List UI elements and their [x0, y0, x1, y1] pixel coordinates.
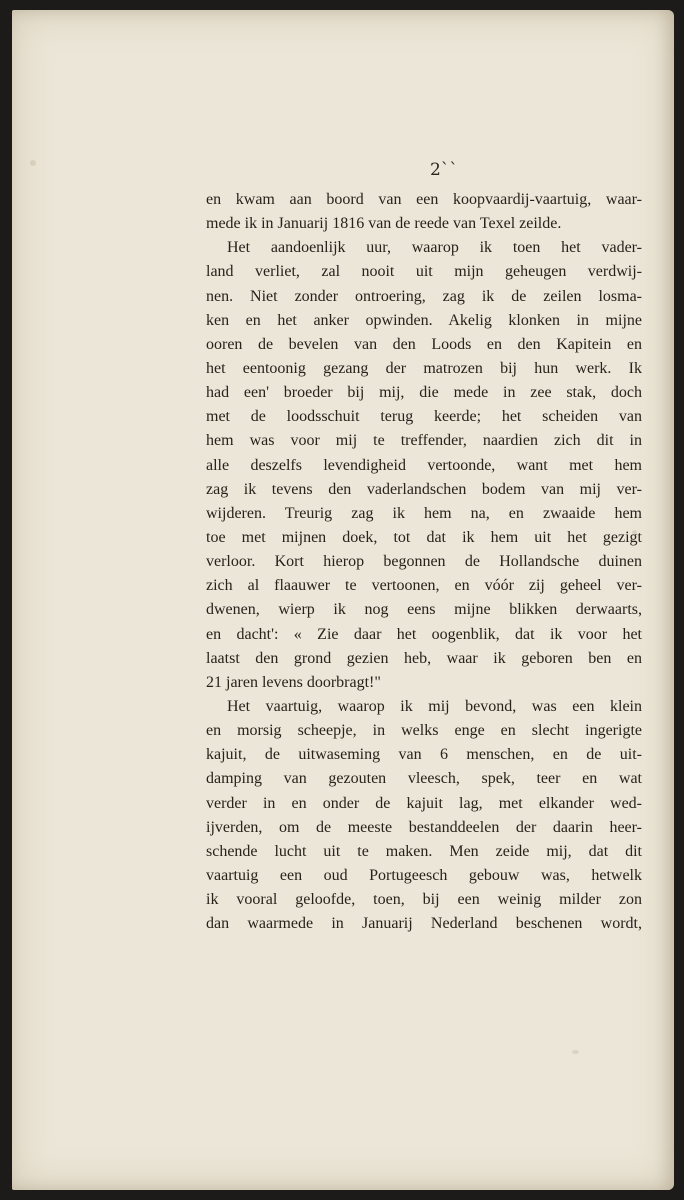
text-line: ken en het anker opwinden. Akelig klonken in mijne: [206, 311, 642, 329]
body-text: [206, 188, 642, 936]
text-line: dan waarmede in Januarij Nederland beschenen wordt,: [206, 915, 642, 933]
text-line: hem was voor mij te treffender, naardien zich dit in: [206, 432, 642, 450]
text-line: ik vooral geloofde, toen, bij een weinig milder zon: [206, 891, 642, 909]
text-line: mede ik in Januarij 1816 van de reede van Texel zeilde.: [206, 215, 562, 233]
page-number: 2``: [430, 160, 458, 180]
paper-spot: [572, 1050, 579, 1054]
text-line: vaartuig een oud Portugeesch gebouw was, hetwelk: [206, 866, 642, 884]
text-line: zich al flaauwer te vertoonen, en vóór zij geheel ver-: [206, 577, 642, 595]
text-line: Het vaartuig, waarop ik mij bevond, was een klein: [227, 697, 642, 715]
text-line: verder in en onder de kajuit lag, met elkander wed-: [206, 794, 642, 812]
text-line: en kwam aan boord van een koopvaardij-vaartuig, waar-: [206, 191, 642, 208]
text-line: land verliet, zal nooit uit mijn geheugen verdwij-: [206, 263, 642, 281]
text-line: toe met mijnen doek, tot dat ik hem uit het gezigt: [206, 528, 642, 546]
text-line: ooren de bevelen van den Loods en den Kapitein en: [206, 335, 642, 353]
text-line: dwenen, wierp ik nog eens mijne blikken derwaarts,: [206, 601, 642, 619]
text-line: Het aandoenlijk uur, waarop ik toen het vader-: [227, 239, 642, 257]
text-line: kajuit, de uitwaseming van 6 menschen, en de uit-: [206, 746, 642, 764]
text-line: wijderen. Treurig zag ik hem na, en zwaaide hem: [206, 504, 642, 522]
text-line: verloor. Kort hierop begonnen de Hollandsche duinen: [206, 553, 642, 571]
text-line: en dacht': « Zie daar het oogenblik, dat ik voor het: [206, 625, 642, 643]
text-line: en morsig scheepje, in welks enge en slecht ingerigte: [206, 722, 642, 740]
paper-spot: [30, 160, 36, 166]
text-line: 21 jaren levens doorbragt!": [206, 673, 381, 691]
text-line: nen. Niet zonder ontroering, zag ik de zeilen losma-: [206, 287, 642, 305]
text-line: zag ik tevens den vaderlandschen bodem van mij ver-: [206, 480, 642, 498]
text-line: schende lucht uit te maken. Men zeide mij, dat dit: [206, 842, 642, 860]
text-line: met de loodsschuit terug keerde; het scheiden van: [206, 408, 642, 426]
text-line: had een' broeder bij mij, die mede in zee stak, doch: [206, 384, 642, 402]
text-line: ijverden, om de meeste bestanddeelen der daarin heer-: [206, 818, 642, 836]
text-line: alle deszelfs levendigheid vertoonde, want met hem: [206, 456, 642, 474]
text-line: laatst den grond gezien heb, waar ik geboren ben en: [206, 649, 642, 667]
text-line: damping van gezouten vleesch, spek, teer en wat: [206, 770, 642, 788]
text-line: het eentoonig gezang der matrozen bij hun werk. Ik: [206, 359, 642, 377]
